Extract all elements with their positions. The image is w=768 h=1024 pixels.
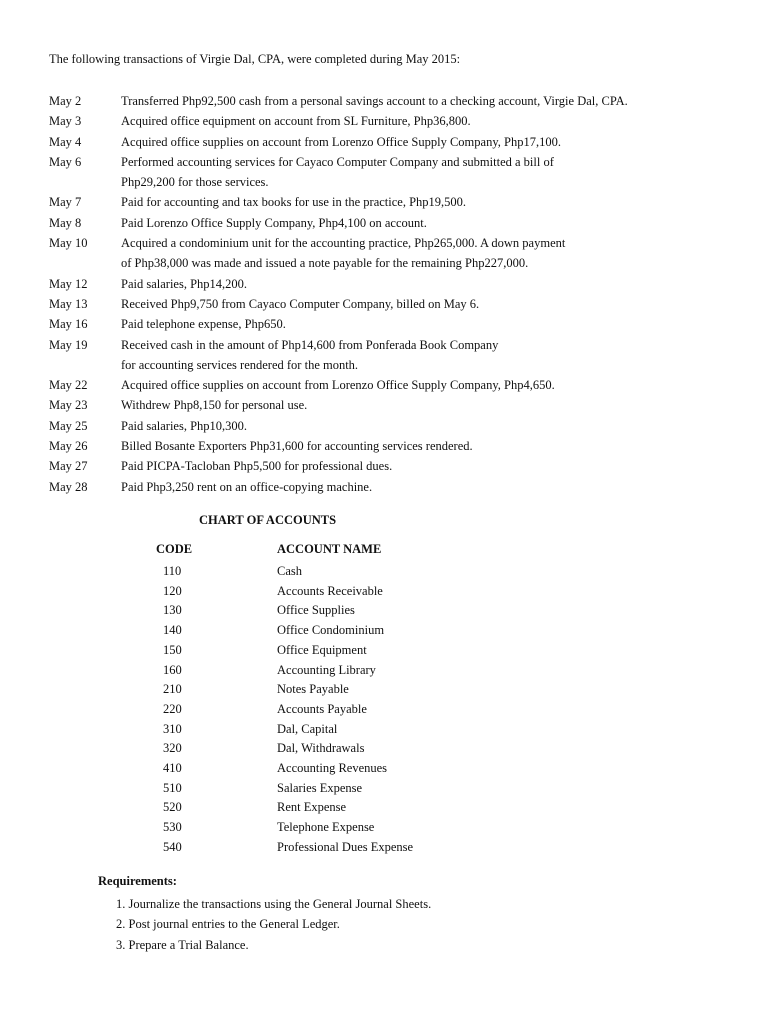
transaction-description-line: Acquired a condominium unit for the accounting practice, Php265,000. A down payment [121,236,566,251]
transaction-description-line: Withdrew Php8,150 for personal use. [121,398,308,413]
transaction-date: May 7 [49,195,82,210]
account-name: Office Condominium [277,623,385,638]
transaction-description-line: Php29,200 for those services. [121,175,269,190]
transaction-description-line: Received cash in the amount of Php14,600 from Ponferada Book Company [121,337,499,352]
transaction-description-line: Paid for accounting and tax books for use in the practice, Php19,500. [121,195,467,210]
transaction-description [121,233,749,274]
transaction-row [49,192,749,212]
intro-text: The following transactions of Virgie Dal, CPA, were completed during May 2015: [49,52,461,66]
transaction-description [121,314,749,334]
account-row [156,759,576,779]
account-name: Rent Expense [277,800,347,815]
transaction-description [121,111,749,131]
transaction-date: May 23 [49,398,88,413]
account-code: 210 [163,682,182,697]
transaction-description [121,213,749,233]
account-code: 540 [163,839,182,854]
account-code: 310 [163,721,182,736]
account-name: Dal, Withdrawals [277,741,365,756]
requirement-item: 1. Journalize the transactions using the General Journal Sheets. [116,897,432,911]
account-code: 220 [163,701,182,716]
account-code: 150 [163,642,182,657]
transaction-date: May 6 [49,154,82,169]
account-code: 130 [163,603,182,618]
account-name: Professional Dues Expense [277,839,414,854]
transaction-date: May 19 [49,337,88,352]
transaction-description-line: Transferred Php92,500 cash from a personal savings account to a checking account, Virgie Dal, CPA. [121,94,628,108]
account-code: 530 [163,820,182,835]
transaction-description [121,274,749,294]
account-code: 510 [163,780,182,795]
chart-of-accounts-title: CHART OF ACCOUNTS [199,513,337,527]
transaction-date: May 8 [49,215,82,230]
account-name: Accounts Receivable [277,583,383,598]
account-code: 410 [163,761,182,776]
account-row [156,562,576,582]
account-row [156,700,576,720]
transaction-description-line: Received Php9,750 from Cayaco Computer Company, billed on May 6. [121,296,480,311]
transaction-row [49,294,749,314]
transactions-list [49,91,749,497]
account-row [156,798,576,818]
account-name: Cash [277,564,302,578]
account-code: 120 [163,583,182,598]
transaction-description-line: of Php38,000 was made and issued a note payable for the remaining Php227,000. [121,256,529,271]
account-name: Office Equipment [277,642,367,657]
account-code: 160 [163,662,182,677]
transaction-description [121,436,749,456]
account-row [156,838,576,858]
transaction-description-line: Paid salaries, Php10,300. [121,418,248,433]
requirement-item: 3. Prepare a Trial Balance. [116,937,249,952]
code-column-header: CODE [156,542,193,556]
transaction-row [49,314,749,334]
transaction-row [49,213,749,233]
transaction-date: May 12 [49,276,88,291]
transaction-row [49,456,749,476]
transaction-date: May 28 [49,479,88,494]
account-row [156,680,576,700]
transaction-description-line: Paid Lorenzo Office Supply Company, Php4,100 on account. [121,215,427,230]
account-row [156,818,576,838]
transaction-row [49,416,749,436]
transaction-row [49,477,749,497]
transaction-date: May 22 [49,378,88,393]
account-row [156,661,576,681]
transaction-description [121,335,749,376]
transaction-row [49,111,749,131]
transaction-row [49,335,749,376]
account-code: 110 [163,564,182,578]
account-name: Accounts Payable [277,701,367,716]
account-code: 520 [163,800,182,815]
account-row [156,621,576,641]
transaction-description-line: Paid PICPA-Tacloban Php5,500 for professional dues. [121,459,393,474]
transaction-description-line: for accounting services rendered for the month. [121,357,359,372]
account-name: Accounting Library [277,662,376,677]
transaction-date: May 4 [49,134,82,149]
transaction-description-line: Paid telephone expense, Php650. [121,317,286,332]
transaction-description [121,477,749,497]
transaction-row [49,274,749,294]
transaction-date: May 16 [49,317,88,332]
account-name-column-header: ACCOUNT NAME [277,542,382,556]
account-row [156,601,576,621]
transaction-row [49,375,749,395]
account-name: Dal, Capital [277,721,338,736]
transaction-row [49,233,749,274]
transaction-description-line: Paid Php3,250 rent on an office-copying machine. [121,479,373,494]
transaction-date: May 2 [49,94,82,108]
transaction-description [121,152,749,193]
transaction-description-line: Paid salaries, Php14,200. [121,276,248,291]
requirement-item: 2. Post journal entries to the General Ledger. [116,917,340,932]
transaction-description [121,395,749,415]
account-row [156,582,576,602]
transaction-description [121,456,749,476]
transaction-date: May 27 [49,459,88,474]
account-name: Salaries Expense [277,780,363,795]
transaction-row [49,436,749,456]
transaction-description [121,375,749,395]
account-code: 140 [163,623,182,638]
account-name: Office Supplies [277,603,355,618]
transaction-date: May 25 [49,418,88,433]
requirements-list [116,894,431,955]
transaction-description-line: Acquired office supplies on account from Lorenzo Office Supply Company, Php4,650. [121,378,555,393]
transaction-date: May 10 [49,236,88,251]
account-name: Telephone Expense [277,820,375,835]
transaction-row [49,395,749,415]
account-row [156,641,576,661]
transaction-date: May 26 [49,439,88,454]
accounts-table [156,562,576,858]
transaction-description [121,192,749,212]
transaction-row [49,152,749,193]
transaction-date: May 13 [49,296,88,311]
transaction-description-line: Acquired office equipment on account from SL Furniture, Php36,800. [121,114,471,129]
requirements-title: Requirements: [98,874,177,888]
transaction-description-line: Billed Bosante Exporters Php31,600 for accounting services rendered. [121,439,473,454]
transaction-description [121,416,749,436]
account-name: Notes Payable [277,682,349,697]
transaction-row [49,91,749,111]
account-row [156,739,576,759]
account-code: 320 [163,741,182,756]
transaction-description-line: Acquired office supplies on account from Lorenzo Office Supply Company, Php17,100. [121,134,561,149]
transaction-row [49,132,749,152]
account-name: Accounting Revenues [277,761,388,776]
transaction-description-line: Performed accounting services for Cayaco Computer Company and submitted a bill of [121,154,554,169]
transaction-description [121,91,749,111]
transaction-description [121,294,749,314]
transaction-date: May 3 [49,114,82,129]
account-row [156,720,576,740]
transaction-description [121,132,749,152]
account-row [156,779,576,799]
